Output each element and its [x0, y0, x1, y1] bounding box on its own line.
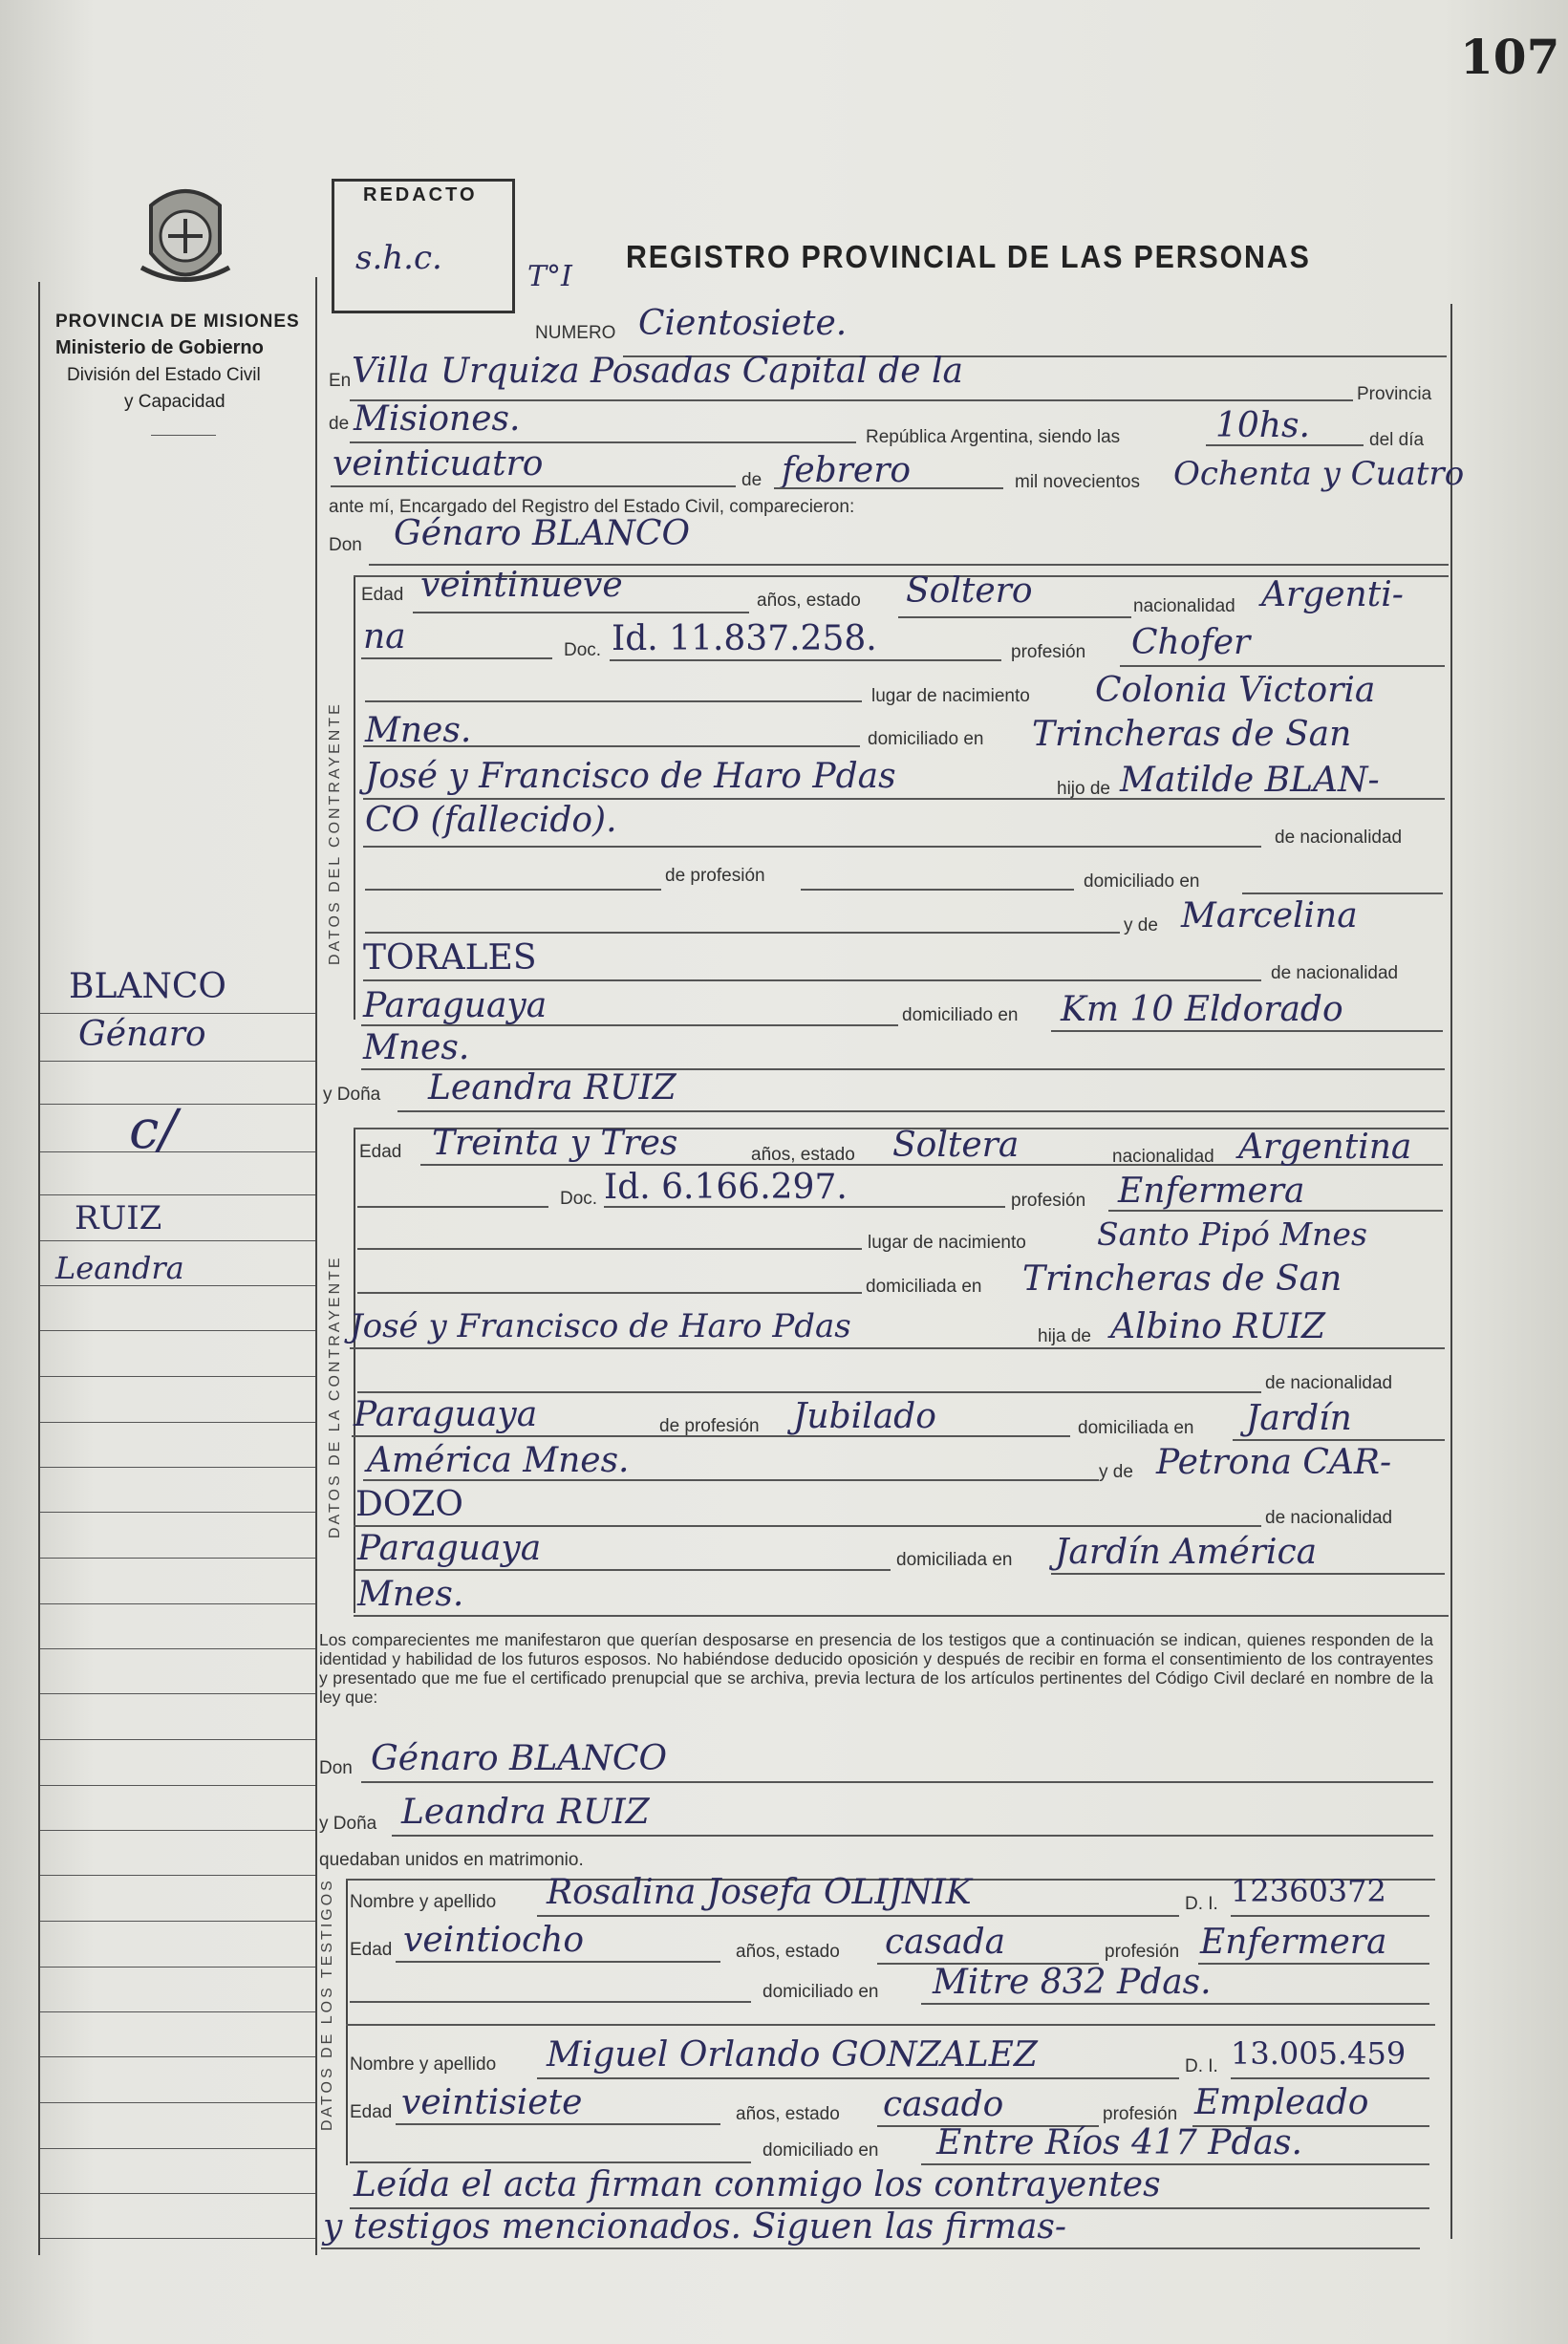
f-lugar-nac-label: lugar de nacimiento — [868, 1233, 1026, 1253]
testigos-side-label: DATOS DE LOS TESTIGOS — [319, 1878, 335, 2131]
contrayente-nacionalidad: Argenti- — [1261, 575, 1404, 614]
decl-don-label: Don — [319, 1758, 353, 1778]
contrayente-f-nacionalidad: Argentina — [1238, 1128, 1412, 1167]
numero-label: NUMERO — [535, 323, 616, 343]
contrayente-domicilio-2: José y Francisco de Haro Pdas — [365, 757, 896, 796]
t2-domicilio: Entre Ríos 417 Pdas. — [936, 2123, 1302, 2162]
provincia-label: Provincia — [1357, 384, 1432, 404]
contrayente-f-domicilio-2: José y Francisco de Haro Pdas — [350, 1307, 851, 1345]
t1-domicilio: Mitre 832 Pdas. — [933, 1963, 1212, 2002]
f-de-profesion-label: de profesión — [659, 1416, 760, 1436]
contrayente-side-label: DATOS DEL CONTRAYENTE — [327, 701, 343, 965]
ministry-name: Ministerio de Gobierno — [55, 337, 264, 358]
contrayente-madre-domicilio-2: Mnes. — [363, 1028, 470, 1067]
t2-nombre: Miguel Orlando GONZALEZ — [547, 2035, 1038, 2075]
domiciliado-en-label: domiciliado en — [1084, 871, 1200, 892]
republica-label: República Argentina, siendo las — [866, 427, 1121, 447]
contrayente-f-padre-profesion: Jubilado — [793, 1397, 936, 1436]
contrayente-f-padre: Albino RUIZ — [1110, 1307, 1326, 1346]
declaration-text: Los comparecientes me manifestaron que querían desposarse en presencia de los testigos que a continuación se indican, quienes responden de la identidad y habilidad de los futuros esposos. No habiéndose deducido oposición y después de recibir en forma el consentimiento de los contrayentes y presentado que me fue el certificado prenupcial que se archiva, previa lectura de los artículos pertinentes del Código Civil declaré en nombre de la ley que: — [319, 1630, 1433, 1707]
en-label: En — [329, 371, 352, 391]
t2-estado-label: años, estado — [736, 2104, 840, 2124]
de-profesion-label: de profesión — [665, 866, 765, 886]
registry-title: REGISTRO PROVINCIAL DE LAS PERSONAS — [626, 239, 1311, 274]
f-nacionalidad-label: nacionalidad — [1112, 1147, 1214, 1167]
don-label: Don — [329, 535, 362, 555]
y-de-label: y de — [1124, 915, 1158, 935]
decl-don: Génaro BLANCO — [371, 1739, 667, 1778]
f-madre-nacionalidad-label: de nacionalidad — [1265, 1508, 1393, 1528]
anio-value: Ochenta y Cuatro — [1173, 455, 1465, 493]
contrayente-f-madre-2: DOZO — [355, 1485, 463, 1524]
contrayente-f-side-label: DATOS DE LA CONTRAYENTE — [327, 1255, 343, 1538]
t2-edad-label: Edad — [350, 2102, 393, 2122]
t1-estado: casada — [885, 1923, 1006, 1962]
de-nacionalidad-label: de nacionalidad — [1275, 828, 1403, 848]
numero-value: Cientosiete. — [638, 304, 848, 343]
t2-edad: veintisiete — [401, 2083, 583, 2122]
t2-nombre-label: Nombre y apellido — [350, 2054, 497, 2075]
closing-line-2: y testigos mencionados. Siguen las firmas- — [323, 2207, 1067, 2247]
ante-text: ante mí, Encargado del Registro del Estado Civil, comparecieron: — [329, 497, 855, 517]
t1-di: 12360372 — [1231, 1873, 1386, 1909]
contrayente-f-padre-domicilio: Jardín — [1246, 1399, 1352, 1438]
contrayente-f-nombre: Leandra RUIZ — [428, 1068, 677, 1107]
contrayente-lugar-nac: Colonia Victoria — [1095, 671, 1376, 710]
crest-icon — [132, 177, 239, 301]
doc-label: Doc. — [564, 640, 602, 660]
t2-di-label: D. I. — [1185, 2056, 1218, 2076]
f-de-nacionalidad-label: de nacionalidad — [1265, 1373, 1393, 1393]
contrayente-estado: Soltero — [906, 571, 1033, 611]
t2-estado: casado — [883, 2085, 1004, 2124]
lugar-nac-label: lugar de nacimiento — [871, 686, 1030, 706]
dia-value: veinticuatro — [333, 444, 544, 484]
contrayente-f-madre: Petrona CAR- — [1156, 1443, 1392, 1482]
f-profesion-label: profesión — [1011, 1191, 1086, 1211]
contrayente-madre: Marcelina — [1181, 896, 1358, 935]
de-label: de — [329, 414, 350, 434]
decl-dona-label: y Doña — [319, 1814, 377, 1834]
contrayente-f-estado: Soltera — [892, 1126, 1020, 1165]
margin-bride-name: Leandra — [55, 1250, 184, 1286]
division-name: División del Estado Civil — [67, 365, 261, 385]
contrayente-f-padre-domicilio-2: América Mnes. — [367, 1441, 630, 1480]
del-dia-label: del día — [1369, 430, 1425, 450]
t1-domicilio-label: domiciliado en — [763, 1982, 879, 2002]
tomo: T°I — [527, 260, 572, 293]
t1-edad-label: Edad — [350, 1940, 393, 1960]
t1-nombre: Rosalina Josefa OLIJNIK — [547, 1873, 972, 1912]
t1-profesion: Enfermera — [1200, 1923, 1387, 1962]
province-name: PROVINCIA DE MISIONES — [55, 312, 300, 332]
margin-groom-name: Génaro — [78, 1015, 206, 1054]
contrayente-f-madre-domicilio-2: Mnes. — [357, 1575, 464, 1614]
f-doc-label: Doc. — [560, 1189, 598, 1209]
hora-value: 10hs. — [1215, 406, 1310, 445]
contrayente-f-padre-nacionalidad: Paraguaya — [354, 1395, 538, 1434]
domicilio-label: domiciliado en — [868, 729, 984, 749]
contrayente-madre-nacionalidad: Paraguaya — [363, 986, 548, 1025]
contrayente-padre: Matilde BLAN- — [1120, 761, 1380, 800]
f-y-de-label: y de — [1099, 1462, 1133, 1482]
margin-groom-surname: BLANCO — [69, 967, 226, 1006]
nacionalidad-label: nacionalidad — [1133, 596, 1235, 616]
contrayente-f-lugar-nac: Santo Pipó Mnes — [1097, 1215, 1367, 1253]
contrayente-f-profesion: Enfermera — [1118, 1172, 1305, 1211]
mes-value: febrero — [782, 451, 912, 490]
de-label-2: de — [741, 470, 763, 490]
contrayente-padre-2: CO (fallecido). — [365, 801, 617, 840]
contrayente-f-domicilio: Trincheras de San — [1022, 1259, 1342, 1299]
edad-label: Edad — [361, 585, 404, 605]
t1-di-label: D. I. — [1185, 1894, 1218, 1914]
t2-di: 13.005.459 — [1231, 2035, 1407, 2072]
redacto-value: s.h.c. — [355, 239, 442, 277]
t1-estado-label: años, estado — [736, 1942, 840, 1962]
contrayente-f-edad: Treinta y Tres — [432, 1124, 678, 1163]
madre-domicilio-label: domiciliado en — [902, 1005, 1019, 1025]
contrayente-f-doc: Id. 6.166.297. — [604, 1168, 848, 1207]
contrayente-madre-2: TORALES — [363, 938, 537, 978]
contrayente-f-madre-nacionalidad: Paraguaya — [357, 1529, 542, 1568]
decl-dona: Leandra RUIZ — [401, 1793, 650, 1832]
contrayente-edad: veintinueve — [420, 566, 623, 605]
hijo-label: hijo de — [1057, 779, 1110, 799]
capacity-name: y Capacidad — [124, 392, 226, 412]
f-hija-label: hija de — [1038, 1326, 1091, 1346]
closing-line-1: Leída el acta firman conmigo los contrayentes — [354, 2165, 1161, 2204]
provincia-value: Misiones. — [354, 399, 521, 439]
estado-label: años, estado — [757, 591, 861, 611]
f-madre-domicilio-label: domiciliada en — [896, 1550, 1013, 1570]
contrayente-doc: Id. 11.837.258. — [612, 619, 877, 658]
contrayente-madre-domicilio: Km 10 Eldorado — [1061, 990, 1343, 1029]
contrayente-nacionalidad-2: na — [363, 617, 406, 656]
f-padre-domicilio-label: domiciliada en — [1078, 1418, 1194, 1438]
f-estado-label: años, estado — [751, 1145, 855, 1165]
decl-unidos: quedaban unidos en matrimonio. — [319, 1850, 584, 1870]
redacto-label: REDACTO — [363, 184, 478, 205]
t2-domicilio-label: domiciliado en — [763, 2140, 879, 2161]
f-edad-label: Edad — [359, 1142, 402, 1162]
contrayente-profesion: Chofer — [1131, 623, 1251, 662]
page-number: 107 — [1460, 29, 1560, 85]
t2-profesion-label: profesión — [1103, 2104, 1178, 2124]
mil-label: mil novecientos — [1015, 472, 1140, 492]
f-domicilio-label: domiciliada en — [866, 1277, 982, 1297]
t1-edad: veintiocho — [403, 1921, 585, 1960]
profesion-label: profesión — [1011, 642, 1086, 662]
dona-label: y Doña — [323, 1085, 381, 1105]
contrayente-nombre: Génaro BLANCO — [394, 514, 690, 553]
margin-connector: c/ — [129, 1099, 178, 1161]
contrayente-lugar-nac-2: Mnes. — [365, 711, 472, 750]
margin-bride-surname: RUIZ — [75, 1199, 162, 1237]
contrayente-f-madre-domicilio: Jardín América — [1055, 1533, 1318, 1572]
t1-profesion-label: profesión — [1105, 1942, 1180, 1962]
t1-nombre-label: Nombre y apellido — [350, 1892, 497, 1912]
lugar-value: Villa Urquiza Posadas Capital de la — [352, 352, 964, 391]
contrayente-domicilio: Trincheras de San — [1032, 715, 1352, 754]
t2-profesion: Empleado — [1194, 2083, 1369, 2122]
madre-nacionalidad-label: de nacionalidad — [1271, 963, 1399, 983]
